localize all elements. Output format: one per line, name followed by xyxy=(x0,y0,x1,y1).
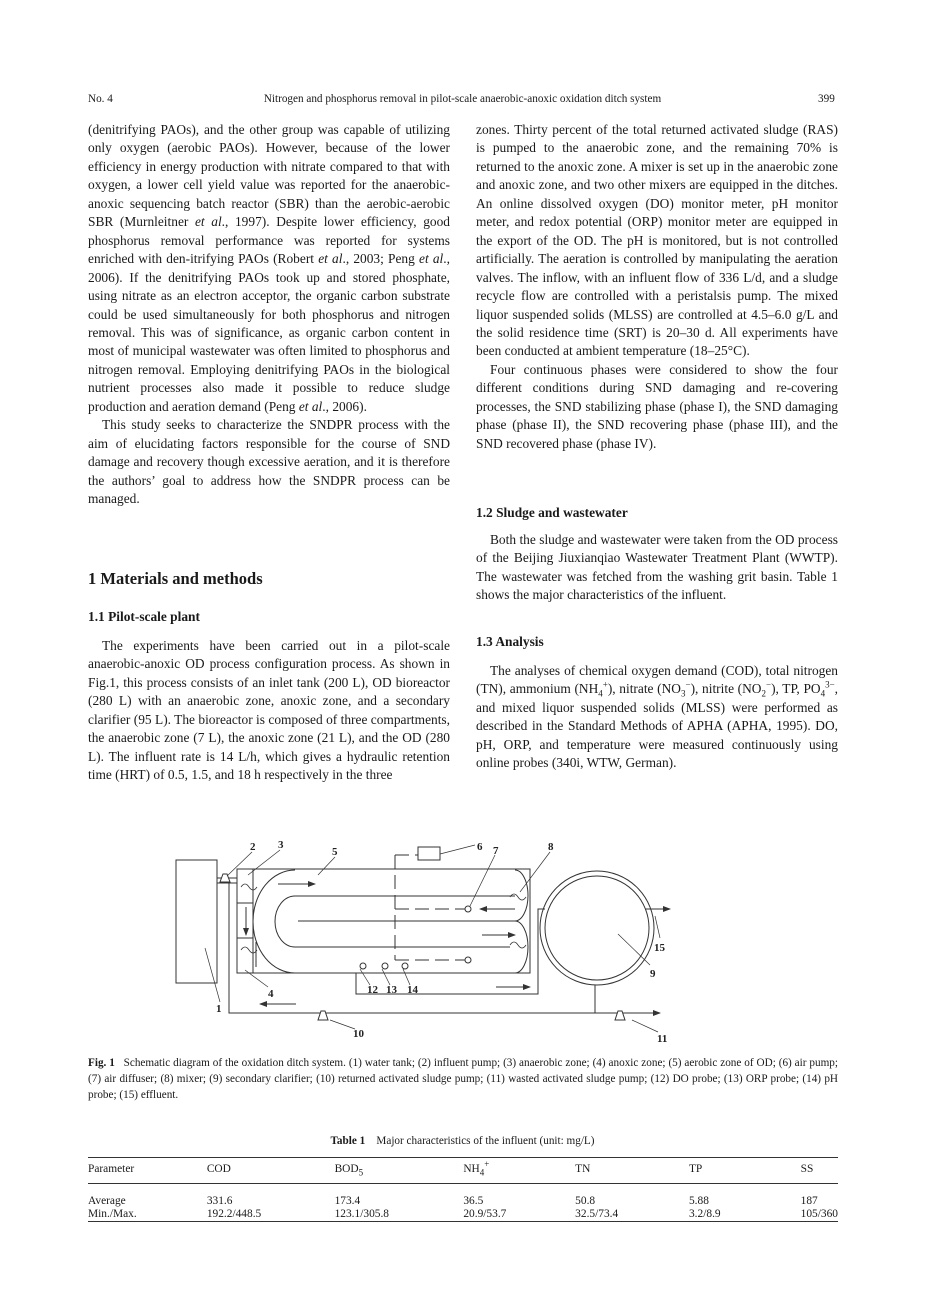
text-run: + xyxy=(602,679,608,690)
subsection-heading: 1.1 Pilot-scale plant xyxy=(88,609,200,624)
cell: 123.1/305.8 xyxy=(334,1208,390,1220)
header-cell: SS xyxy=(800,1163,814,1175)
right-column-mid xyxy=(476,531,838,605)
cell: 5.88 xyxy=(688,1195,709,1207)
text-run: et al xyxy=(298,398,323,414)
cell: 187 xyxy=(800,1195,818,1207)
label-12: 12 xyxy=(367,984,378,996)
water-tank xyxy=(176,860,217,983)
cell: 105/360 xyxy=(800,1208,838,1220)
figure-caption xyxy=(88,1055,838,1103)
outer-ditch-track xyxy=(253,870,295,973)
page-number: 399 xyxy=(818,93,835,105)
subsection-heading: 1.3 Analysis xyxy=(476,634,544,649)
text-run: This study seeks to characterize the SNDPR process with the aim of elucidating factors responsible for the course of SND damage and recovery though excessive aeration, and it is therefore the authors’ goal to address how the SNDPR process can be managed. xyxy=(88,417,450,507)
header-cell: TP xyxy=(688,1163,703,1175)
table-top-rule xyxy=(88,1157,838,1158)
air-pipe xyxy=(395,855,465,960)
text-run: ., 2006). xyxy=(322,398,367,414)
cell: 3.2/8.9 xyxy=(688,1208,721,1220)
header-cell: $NH_4^+$ xyxy=(463,1159,490,1178)
text-run: The analyses of chemical oxygen demand (COD), total nitrogen (TN), ammonium (NH xyxy=(476,663,838,697)
left-column xyxy=(88,121,450,509)
text-run: et al xyxy=(419,251,444,267)
table-bottom-rule xyxy=(88,1221,838,1222)
table-row xyxy=(88,1195,838,1208)
figure-caption-label: Fig. 1 xyxy=(88,1057,115,1069)
paragraph xyxy=(88,637,450,785)
cell: 50.8 xyxy=(575,1195,596,1207)
cell: Min./Max. xyxy=(88,1208,137,1220)
text-run: Four continuous phases were considered to show the four different conditions during SND damaging and re-covering processes, the SND stabilizing phase (phase I), the SND damaging phase (phase II), the SND recovering phase (phase III), and the SND recovered phase (phase IV). xyxy=(476,361,838,451)
right-column xyxy=(476,121,838,453)
label-8: 8 xyxy=(548,841,554,853)
text-run: (denitrifying PAOs), and the other group was capable of utilizing only oxygen (aerobic PAOs). However, because of the lower efficiency in energy production with nitrate compared to that with oxygen, a lower cell yield value was reported for the anaerobic-anoxic sequencing batch reactor (SBR) than the aerobic-aerobic SBR (Murnleitner xyxy=(88,122,450,230)
subsection-heading: 1.2 Sludge and wastewater xyxy=(476,505,628,520)
header-cell: Parameter xyxy=(88,1163,135,1175)
table-title: Major characteristics of the influent (unit: mg/L) xyxy=(376,1135,595,1147)
cell: 20.9/53.7 xyxy=(463,1208,507,1220)
text-run: 3− xyxy=(825,679,835,690)
table-label: Table 1 xyxy=(330,1135,366,1147)
cell: 36.5 xyxy=(463,1195,484,1207)
text-run: Both the sludge and wastewater were taken from the OD process of the Beijing Jiuxianqiao Wastewater Treatment Plant (WWTP). The wastewater was fetched from the washing grit basin. Table 1 shows the major characteristics of the influent. xyxy=(476,532,838,603)
influent-table xyxy=(88,1159,838,1220)
label-7: 7 xyxy=(493,845,499,857)
paragraph xyxy=(476,662,838,773)
label-2: 2 xyxy=(250,841,256,853)
label-4: 4 xyxy=(268,988,274,1000)
left-column-lower xyxy=(88,637,450,785)
text-run: zones. Thirty percent of the total returned activated sludge (RAS) is pumped to the anaerobic zone, and the remaining 70% is returned to the anoxic zone. A mixer is set up in the anaerobic zone and anoxic zone, and two other mixers are equipped in the ditches. An online dissolved oxygen (DO) monitor meter, pH monitor meter, and redox potential (ORP) monitor meter are equipped in the export of the OD. The pH is monitored, but is not controlled artificially. The aeration is controlled by manipulating the aeration valves. The inflow, with an influent flow of 336 L/d, and a sludge recycle flow are controlled with a peristalsis pump. The mixed liquor suspended solids (MLSS) are controlled at 4.5–6.0 g/L and the solid residence time (SRT) is 20–30 d. All experiments have been conducted at ambient temperature (18–25°C). xyxy=(476,122,838,359)
header-cell: $BOD_5$ xyxy=(334,1163,364,1178)
text-run: ., 2006). If the denitrifying PAOs took up and stored phosphate, using nitrate as an electron acceptor, the organic carbon substrate could be used simultaneously for both phosphorus and nitrogen removal. This was of significance, as organic carbon content in most of municipal wastewater was often limited to phosphorus and nitrogen removal. Employing denitrifying PAOs in the biological nutrient processes also made it possible to reduce sludge production and aeration demand (Peng xyxy=(88,251,450,414)
text-run: ., 2003; Peng xyxy=(342,251,420,267)
label-5: 5 xyxy=(332,846,338,858)
table-header-row xyxy=(88,1163,838,1195)
secondary-clarifier xyxy=(540,871,654,985)
text-run: − xyxy=(685,679,691,690)
figure-caption-text: Schematic diagram of the oxidation ditch system. (1) water tank; (2) influent pump; (3) anaerobic zone; (4) anoxic zone; (5) aerobic zone of OD; (6) air pump; (7) air diffuser; (8) mixer; (9) secondary clarifier; (10) returned activated sludge pump; (11) wasted activated sludge pump; (12) DO probe; (13) ORP probe; (14) pH probe; (15) effluent. xyxy=(88,1057,838,1101)
air-pump xyxy=(418,847,440,860)
label-10: 10 xyxy=(353,1028,364,1040)
label-15: 15 xyxy=(654,942,665,954)
label-3: 3 xyxy=(278,839,284,851)
paragraph xyxy=(88,121,450,416)
oxidation-ditch-schematic xyxy=(170,830,770,1050)
text-run: ., 1997). Despite lower efficiency, good phosphorus removal performance was reported for systems enriched with den-itrifying PAOs (Robert xyxy=(88,214,450,267)
table-row xyxy=(88,1208,838,1220)
text-run: The experiments have been carried out in a pilot-scale anaerobic-anoxic OD process configuration process. As shown in Fig.1, this process consists of an inlet tank (200 L), OD bioreactor (280 L) with an anaerobic zone, anoxic zone, and a secondary clarifier (95 L). The bioreactor is composed of three compartments, the anaerobic zone (7 L), the anoxic zone (21 L), and the OD (280 L). The influent rate is 14 L/h, which gives a hydraulic retention time (HRT) of 0.5, 1.5, and 18 h respectively in the three xyxy=(88,638,450,783)
text-run: 3 xyxy=(680,689,686,700)
cell: 331.6 xyxy=(206,1195,233,1207)
header-cell: TN xyxy=(575,1163,591,1175)
text-run: − xyxy=(765,679,772,690)
text-run: ), nitrite (NO xyxy=(690,681,762,697)
label-6: 6 xyxy=(477,841,483,853)
label-1: 1 xyxy=(216,1003,222,1015)
cell: 192.2/448.5 xyxy=(206,1208,262,1220)
cell: Average xyxy=(88,1195,126,1207)
section-heading: 1 Materials and methods xyxy=(88,569,263,588)
label-11: 11 xyxy=(657,1033,668,1045)
right-column-lower xyxy=(476,662,838,773)
cell: 173.4 xyxy=(334,1195,361,1207)
text-run: 4 xyxy=(598,689,603,700)
text-run: et al xyxy=(194,214,222,230)
paragraph xyxy=(476,361,838,453)
paragraph xyxy=(88,416,450,508)
text-run: , and mixed liquor suspended solids (MLSS) were performed as described in the Standard Methods of APHA (APHA, 1995). DO, pH, ORP, and temperature were measured continuously using online probes (340i, WTW, German). xyxy=(476,681,839,771)
label-14: 14 xyxy=(407,984,418,996)
cell: 32.5/73.4 xyxy=(575,1208,619,1220)
text-run: et al xyxy=(318,251,343,267)
header-cell: COD xyxy=(206,1163,231,1175)
paragraph xyxy=(476,531,838,605)
running-header-title: Nitrogen and phosphorus removal in pilot-scale anaerobic-anoxic oxidation ditch system xyxy=(263,93,662,105)
running-header-issue: No. 4 xyxy=(88,93,113,105)
text-run: 4 xyxy=(820,689,826,700)
text-run: ), TP, PO xyxy=(771,681,821,697)
paragraph xyxy=(476,121,838,361)
text-run: 2 xyxy=(761,689,766,700)
label-9: 9 xyxy=(650,968,656,980)
table-caption xyxy=(0,1133,925,1149)
text-run: ), nitrate (NO xyxy=(607,681,681,697)
label-13: 13 xyxy=(386,984,397,996)
